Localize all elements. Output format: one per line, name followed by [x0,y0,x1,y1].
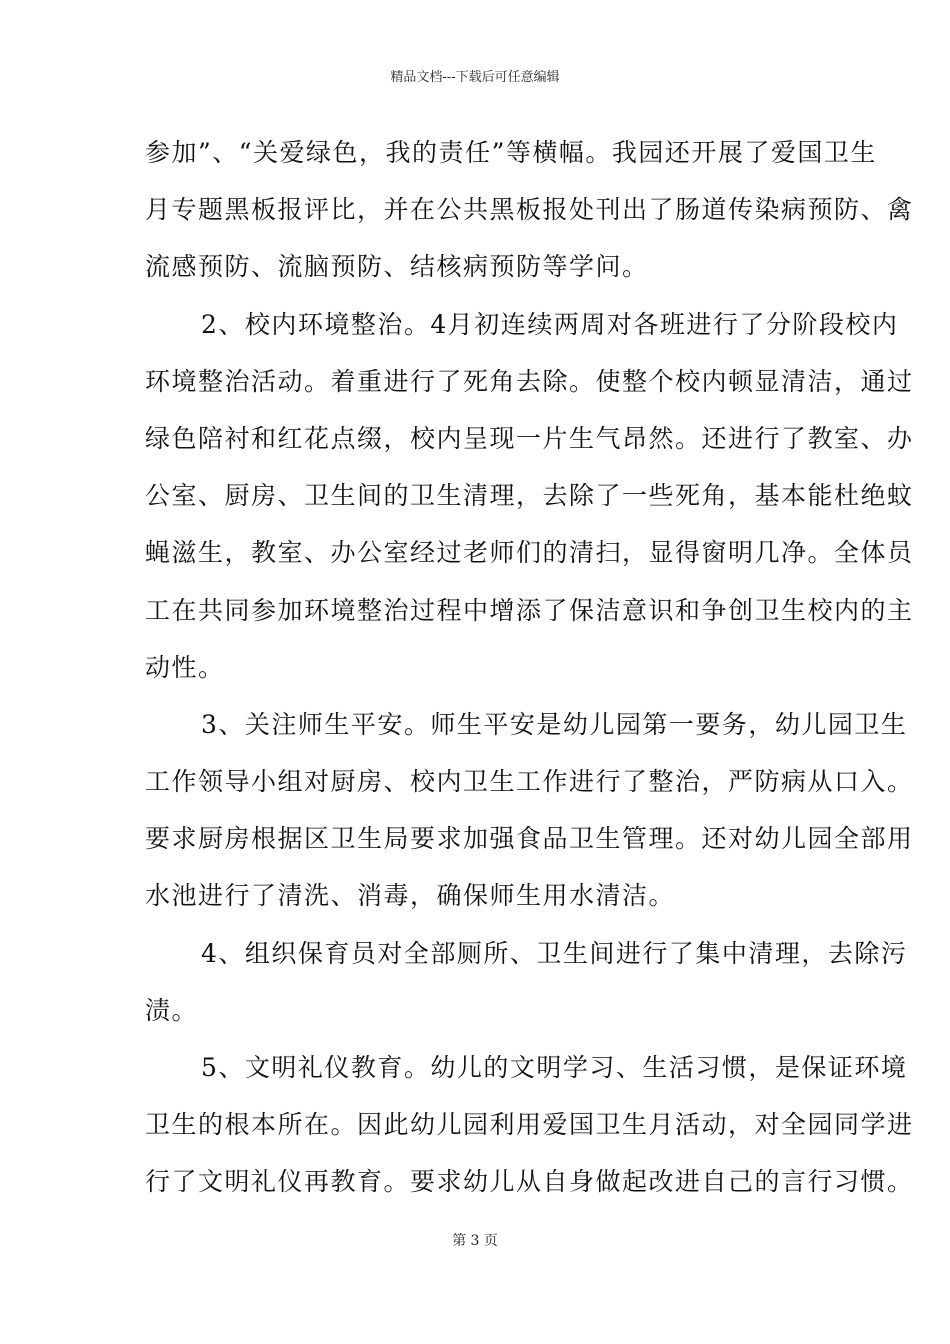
text-line: 3、关注师生平安。师生平安是幼儿园第一要务，幼儿园卫生 [201,709,908,739]
text-line: 动性。 [145,652,225,682]
text-line: 要求厨房根据区卫生局要求加强食品卫生管理。还对幼儿园全部用 [145,824,914,854]
text-line: 工在共同参加环境整治过程中增添了保洁意识和争创卫生校内的主 [145,595,914,625]
text-line: 绿色陪衬和红花点缀，校内呈现一片生气昂然。还进行了教室、办 [145,423,914,453]
paragraph [145,124,914,296]
text-line: 流感预防、流脑预防、结核病预防等学问。 [145,252,649,282]
text-line: 2、校内环境整治。4月初连续两周对各班进行了分阶段校内 [201,309,899,339]
text-line: 参加”、“关爱绿色，我的责任”等横幅。我园还开展了爱国卫生 [145,138,877,167]
text-line: 水池进行了清洗、消毒，确保师生用水清洁。 [145,881,676,911]
text-line: 5、文明礼仪教育。幼儿的文明学习、生活习惯，是保证环境 [201,1053,908,1082]
text-line: 蝇滋生，教室、办公室经过老师们的清扫，显得窗明几净。全体员 [145,538,914,568]
text-line: 行了文明礼仪再教育。要求幼儿从自身做起改进自己的言行习惯。 [145,1167,914,1197]
text-line: 渍。 [145,995,199,1025]
document-body [145,124,914,1211]
paragraph [145,925,908,1039]
paragraph [145,296,914,696]
text-line: 工作领导小组对厨房、校内卫生工作进行了整治，严防病从口入。 [145,767,914,797]
text-line: 月专题黑板报评比，并在公共黑板报处刊出了肠道传染病预防、禽 [145,195,914,225]
text-line: 卫生的根本所在。因此幼儿园利用爱国卫生月活动，对全园同学进 [145,1110,914,1140]
page-number: 第 3 页 [452,1233,498,1249]
paragraph [145,1039,914,1211]
text-line: 环境整治活动。着重进行了死角去除。使整个校内顿显清洁，通过 [145,366,914,396]
text-line: 4、组织保育员对全部厕所、卫生间进行了集中清理，去除污 [201,938,908,968]
paragraph [145,696,914,925]
text-line: 公室、厨房、卫生间的卫生清理，去除了一些死角，基本能杜绝蚊 [145,481,914,511]
page-header: 精品文档---下载后可任意编辑 [390,70,560,85]
